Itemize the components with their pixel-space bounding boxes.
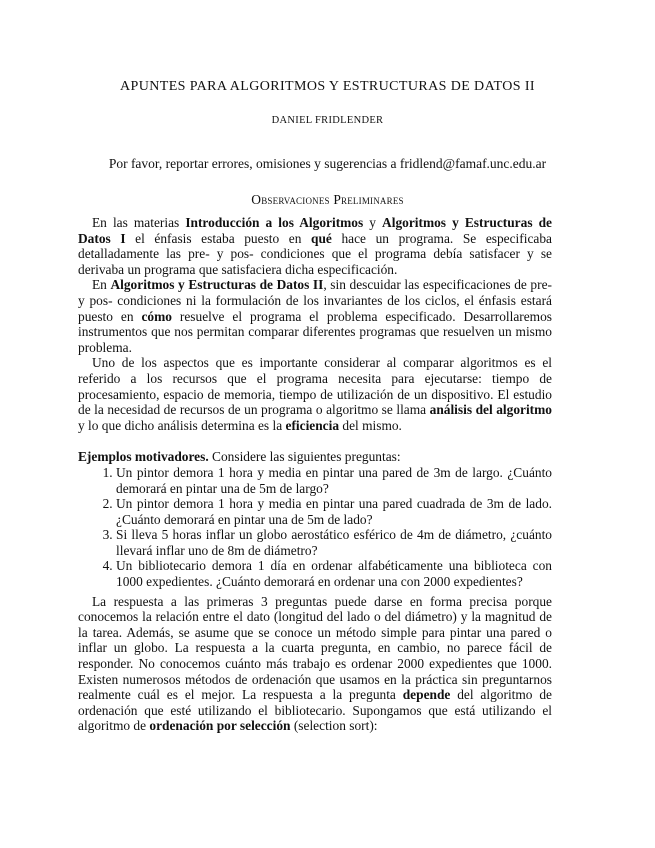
report-note: Por favor, reportar errores, omisiones y sugerencias a fridlend@famaf.unc.edu.ar — [108, 156, 547, 171]
author-name: DANIEL FRIDLENDER — [271, 115, 384, 126]
examples-intro: Ejemplos motivadores. Considere las siguientes preguntas: — [78, 449, 401, 465]
paragraph-3: Uno de los aspectos que es importante considerar al comparar algoritmos es el referido a los recursos que el programa necesita para ejecutarse: tiempo de procesamiento, espacio de memoria, tiempo de utilización de un dispositivo. El estudio de la necesidad de recursos de un programa o algoritmo se llama análisis del algoritmo y lo que dicho análisis determina es la eficiencia del mismo. — [78, 355, 552, 433]
list-item: 3. Si lleva 5 horas inflar un globo aerostático esférico de 4m de diámetro, ¿cuánto llevará inflar uno de 8m de diámetro? — [116, 527, 552, 558]
document-title: APUNTES PARA ALGORITMOS Y ESTRUCTURAS DE DATOS II — [120, 79, 535, 94]
list-item: 1. Un pintor demora 1 hora y media en pintar una pared de 3m de largo. ¿Cuánto demorará en pintar una de 5m de largo? — [116, 465, 552, 496]
list-item: 4. Un bibliotecario demora 1 día en ordenar alfabéticamente una biblioteca con 1000 expedientes. ¿Cuánto demorará en ordenar una con 2000 expedientes? — [116, 558, 552, 589]
paragraph-4: La respuesta a las primeras 3 preguntas puede darse en forma precisa porque conocemos la relación entre el dato (longitud del lado o del diámetro) y la magnitud de la tarea. Además, se asume que se conoce un método simple para pintar una pared o inflar un globo. La respuesta a la cuarta pregunta, en cambio, no parece fácil de responder. No conocemos cuánto más trabajo es ordenar 2000 expedientes que 1000. Existen numerosos métodos de ordenación que usamos en la práctica sin preguntarnos realmente cuál es el mejor. La respuesta a la pregunta depende del algoritmo de ordenación que esté utilizando el bibliotecario. Supongamos que está utilizando el algoritmo de ordenación por selección (selection sort): — [78, 593, 552, 734]
body-text — [78, 215, 552, 734]
paragraph-2: En Algoritmos y Estructuras de Datos II, sin descuidar las especificaciones de pre- y pos- condiciones ni la formulación de los invariantes de los ciclos, el énfasis estará puesto en cómo resuelve el programa el problema especificado. Desarrollaremos instrumentos que nos permitan comparar diferentes programas que resuelven un mismo problema. — [78, 277, 552, 355]
examples-heading: Ejemplos motivadores. — [78, 449, 209, 465]
paragraph-1: En las materias Introducción a los Algoritmos y Algoritmos y Estructuras de Datos I el énfasis estaba puesto en qué hace un programa. Se especificaba detalladamente las pre- y pos- condiciones que el programa debía satisfacer y se derivaba un programa que satisfaciera dicha especificación. — [78, 215, 552, 277]
section-title: Observaciones Preliminares — [251, 192, 404, 207]
examples-list — [78, 465, 552, 590]
list-item: 2. Un pintor demora 1 hora y media en pintar una pared cuadrada de 3m de lado. ¿Cuánto demorará en pintar una de 5m de lado? — [116, 496, 552, 527]
